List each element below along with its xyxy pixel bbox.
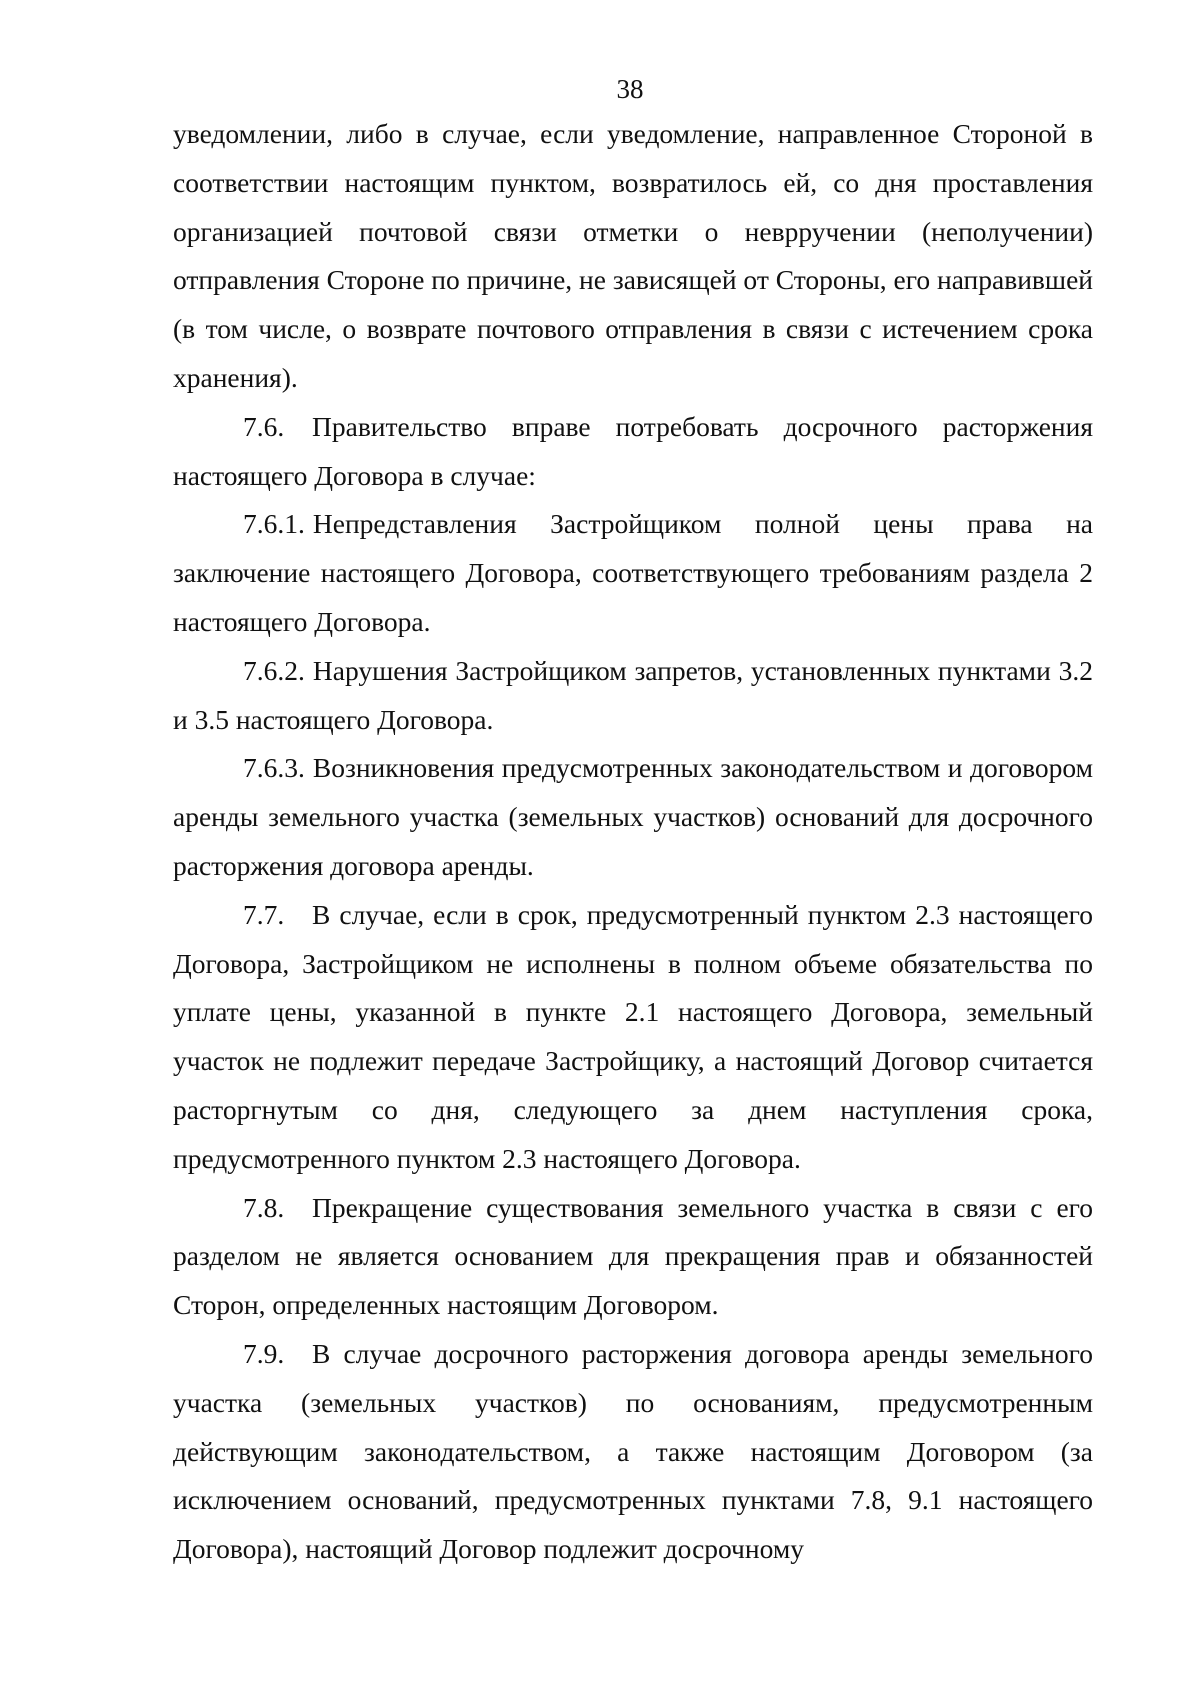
paragraph-7-7 xyxy=(173,891,1093,1184)
paragraph-7-6-3 xyxy=(173,744,1093,890)
paragraph-number: 7.6. xyxy=(243,410,285,442)
paragraph-continuation xyxy=(173,110,1093,403)
paragraph-text: В случае, если в срок, предусмотренный пунктом 2.3 настоящего Договора, Застройщиком не исполнены в полном объеме обязательства по уплате цены, указанной в пункте 2.1 настоящего Договора, земельный участок не подлежит передаче Застройщику, а настоящий Договор считается расторгнутым со дня, следующего за днем наступления срока, предусмотренного пунктом 2.3 настоящего Договора. xyxy=(173,898,1093,1174)
paragraph-text: Прекращение существования земельного участка в связи с его разделом не является основанием для прекращения прав и обязанностей Сторон, определенных настоящим Договором. xyxy=(173,1191,1093,1321)
document-body xyxy=(173,110,1093,1574)
paragraph-text: Непредставления Застройщиком полной цены права на заключение настоящего Договора, соответствующего требованиям раздела 2 настоящего Договора. xyxy=(173,508,1093,637)
paragraph-number: 7.8. xyxy=(243,1191,285,1223)
page-number: 38 xyxy=(616,74,644,104)
paragraph-text: Нарушения Застройщиком запретов, установленных пунктами 3.2 и 3.5 настоящего Договора. xyxy=(173,654,1093,735)
paragraph-7-6 xyxy=(173,403,1093,501)
paragraph-text: уведомлении, либо в случае, если уведомление, направленное Стороной в соответствии настоящим пунктом, возвратилось ей, со дня проставления организацией почтовой связи отметки о неврручении (неполучении) отправления Стороне по причине, не зависящей от Стороны, его направившей (в том числе, о возврате почтового отправления в связи с истечением срока хранения). xyxy=(173,118,1093,393)
paragraph-7-6-2 xyxy=(173,647,1093,745)
paragraph-number: 7.6.1. xyxy=(243,508,305,540)
paragraph-7-9 xyxy=(173,1330,1093,1574)
paragraph-number: 7.6.2. xyxy=(243,654,305,686)
paragraph-number: 7.9. xyxy=(243,1337,285,1369)
paragraph-7-8 xyxy=(173,1184,1093,1330)
paragraph-7-6-1 xyxy=(173,500,1093,646)
paragraph-number: 7.6.3. xyxy=(243,752,305,784)
paragraph-text: Правительство вправе потребовать досрочного расторжения настоящего Договора в случае: xyxy=(173,410,1093,491)
paragraph-number: 7.7. xyxy=(243,898,285,930)
paragraph-text: В случае досрочного расторжения договора аренды земельного участка (земельных участков) по основаниям, предусмотренным действующим законодательством, а также настоящим Договором (за исключением оснований, предусмотренных пунктами 7.8, 9.1 настоящего Договора), настоящий Договор подлежит досрочному xyxy=(173,1337,1093,1565)
paragraph-text: Возникновения предусмотренных законодательством и договором аренды земельного участка (земельных участков) оснований для досрочного расторжения договора аренды. xyxy=(173,752,1093,881)
